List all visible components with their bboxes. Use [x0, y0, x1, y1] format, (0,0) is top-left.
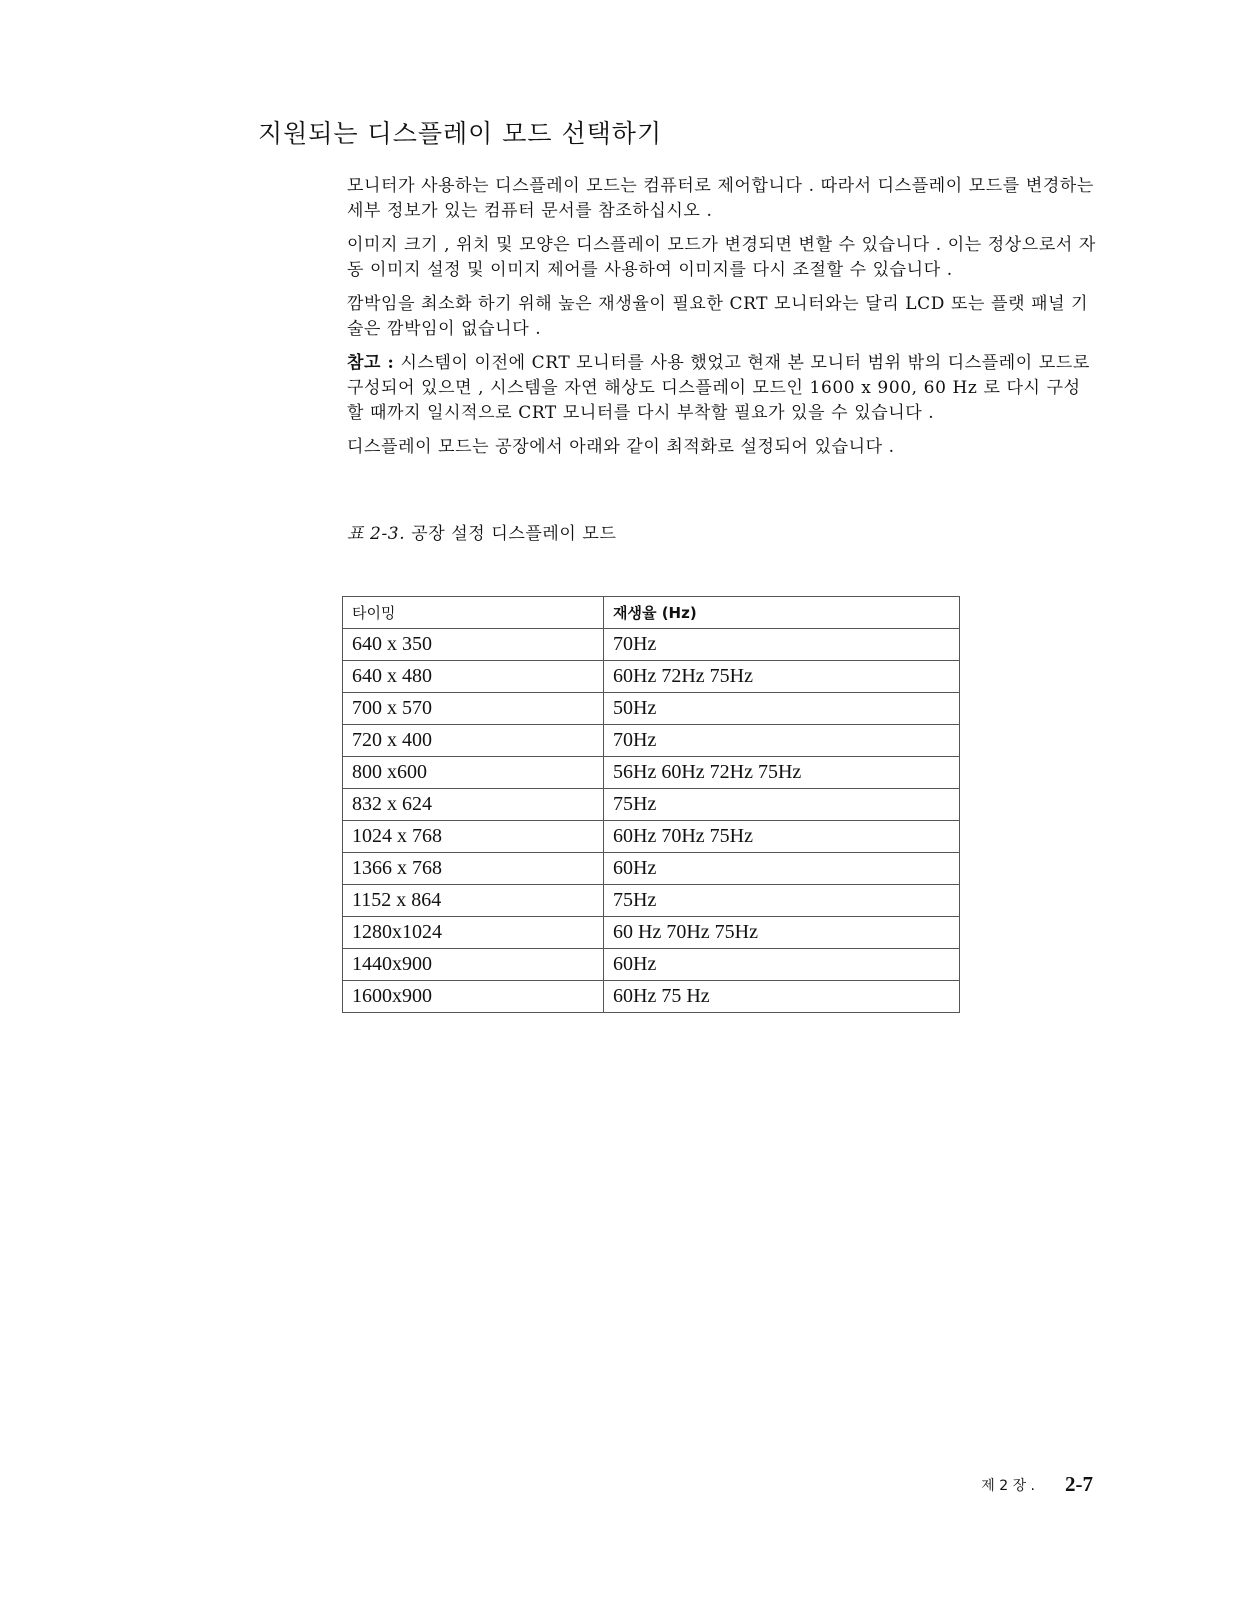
table-row — [343, 917, 960, 949]
section-heading: 지원되는 디스플레이 모드 선택하기 — [258, 119, 663, 148]
paragraph-factory-setting: 디스플레이 모드는 공장에서 아래와 같이 최적화로 설정되어 있습니다 . — [347, 437, 895, 457]
refresh-rate-cell: 60Hz — [604, 853, 960, 885]
refresh-rate-cell: 50Hz — [604, 693, 960, 725]
refresh-rate-cell: 56Hz 60Hz 72Hz 75Hz — [604, 757, 960, 789]
timing-cell: 1366 x 768 — [343, 853, 604, 885]
timing-cell: 832 x 624 — [343, 789, 604, 821]
table-row — [343, 693, 960, 725]
paragraph-display-mode-control: 모니터가 사용하는 디스플레이 모드는 컴퓨터로 제어합니다 . 따라서 디스플레이 모드를 변경하는 세부 정보가 있는 컴퓨터 문서를 참조하십시오 . — [347, 176, 1094, 221]
refresh-rate-cell: 60Hz 72Hz 75Hz — [604, 661, 960, 693]
page-footer — [981, 1472, 1093, 1497]
note-paragraph — [347, 351, 1097, 426]
table-row — [343, 821, 960, 853]
refresh-rate-cell: 75Hz — [604, 789, 960, 821]
refresh-rate-cell: 60Hz — [604, 949, 960, 981]
table-row — [343, 725, 960, 757]
timing-cell: 640 x 350 — [343, 629, 604, 661]
refresh-rate-cell: 70Hz — [604, 725, 960, 757]
table-row — [343, 629, 960, 661]
table-caption-number: 표 2-3. — [347, 524, 406, 544]
table-row — [343, 661, 960, 693]
timing-cell: 1280x1024 — [343, 917, 604, 949]
table-caption-title: 공장 설정 디스플레이 모드 — [405, 524, 617, 544]
table-row — [343, 981, 960, 1013]
table-header-row — [343, 597, 960, 629]
timing-cell: 1024 x 768 — [343, 821, 604, 853]
header-refresh-rate: 재생율 (Hz) — [604, 597, 960, 629]
refresh-rate-cell: 60Hz 75 Hz — [604, 981, 960, 1013]
timing-cell: 1600x900 — [343, 981, 604, 1013]
note-text: 시스템이 이전에 CRT 모니터를 사용 했었고 현재 본 모니터 범위 밖의 디스플레이 모드로 구성되어 있으면 , 시스템을 자연 해상도 디스플레이 모드인 1600 x 900, 60 Hz 로 다시 구성할 때까지 일시적으로 CRT 모니터를 다시 부착할 필요가 있을 수 있습니다 . — [347, 353, 1090, 423]
timing-cell: 1152 x 864 — [343, 885, 604, 917]
page-number: 2-7 — [1065, 1472, 1093, 1496]
table-row — [343, 885, 960, 917]
refresh-rate-cell: 70Hz — [604, 629, 960, 661]
timing-cell: 1440x900 — [343, 949, 604, 981]
header-timing: 타이밍 — [343, 597, 604, 629]
table-caption — [347, 519, 616, 544]
paragraph-image-size-change: 이미지 크기 , 위치 및 모양은 디스플레이 모드가 변경되면 변할 수 있습니다 . 이는 정상으로서 자동 이미지 설정 및 이미지 제어를 사용하여 이미지를 다시 조절할 수 있습니다 . — [347, 235, 1096, 280]
table-row — [343, 853, 960, 885]
paragraph-flicker: 깜박임을 최소화 하기 위해 높은 재생율이 필요한 CRT 모니터와는 달리 LCD 또는 플랫 패널 기술은 깜박임이 없습니다 . — [347, 294, 1089, 339]
note-label: 참고 : — [347, 353, 395, 373]
table-row — [343, 789, 960, 821]
refresh-rate-cell: 60 Hz 70Hz 75Hz — [604, 917, 960, 949]
chapter-label: 제 2 장 . — [981, 1477, 1035, 1494]
display-modes-table — [342, 596, 960, 1013]
body-text — [347, 174, 1097, 469]
table-row — [343, 949, 960, 981]
refresh-rate-cell: 60Hz 70Hz 75Hz — [604, 821, 960, 853]
timing-cell: 720 x 400 — [343, 725, 604, 757]
timing-cell: 700 x 570 — [343, 693, 604, 725]
refresh-rate-cell: 75Hz — [604, 885, 960, 917]
table-row — [343, 757, 960, 789]
timing-cell: 640 x 480 — [343, 661, 604, 693]
timing-cell: 800 x600 — [343, 757, 604, 789]
